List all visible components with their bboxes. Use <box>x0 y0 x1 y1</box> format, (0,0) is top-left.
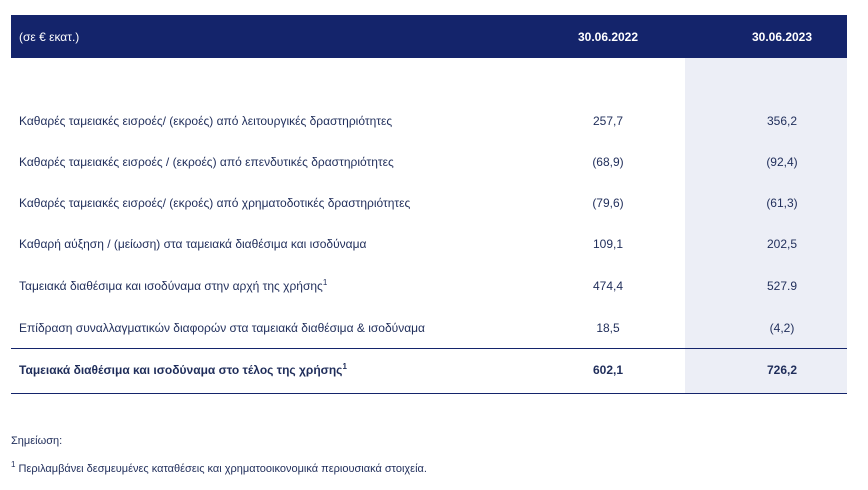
value-2022: 474,4 <box>592 279 624 293</box>
table-header <box>11 15 847 58</box>
value-2023: (92,4) <box>766 155 798 169</box>
value-2023: 202,5 <box>766 237 798 251</box>
value-2023: 527.9 <box>766 279 798 293</box>
footnote-text: Περιλαμβάνει δεσμευμένες καταθέσεις και χρηματοοικονομικά περιουσιακά στοιχεία. <box>18 463 427 475</box>
row-label: Καθαρές ταμειακές εισροές / (εκροές) από επενδυτικές δραστηριότητες <box>19 155 394 169</box>
row-label: Καθαρές ταμειακές εισροές/ (εκροές) από χρηματοδοτικές δραστηριότητες <box>19 196 411 210</box>
value-2023: (4,2) <box>769 321 795 335</box>
table-bottom-rule <box>11 393 847 394</box>
table-row <box>11 153 847 173</box>
row-label: Επίδραση συναλλαγματικών διαφορών στα ταμειακά διαθέσιμα & ισοδύναμα <box>19 321 425 335</box>
table-row <box>11 277 847 297</box>
value-2022: 257,7 <box>592 114 624 128</box>
value-2023: (61,3) <box>766 196 798 210</box>
total-label: Ταμειακά διαθέσιμα και ισοδύναμα στο τέλος της χρήσης$^1$ <box>19 362 347 377</box>
table-row <box>11 194 847 214</box>
column-header-2023: 30.06.2023 <box>751 30 813 44</box>
unit-label: (σε € εκατ.) <box>19 30 80 44</box>
total-value-2023: 726,2 <box>766 363 798 377</box>
column-header-2022: 30.06.2022 <box>577 30 639 44</box>
value-2023: 356,2 <box>766 114 798 128</box>
table-row <box>11 319 847 339</box>
value-2022: 109,1 <box>592 237 624 251</box>
notes-title: Σημείωση: <box>11 435 63 447</box>
total-value-2022: 602,1 <box>592 363 624 377</box>
cash-flow-table <box>11 15 847 377</box>
value-2022: (68,9) <box>592 155 624 169</box>
footnote <box>11 460 427 475</box>
total-divider <box>11 348 847 349</box>
row-label: Ταμειακά διαθέσιμα και ισοδύναμα στην αρχή της χρήσης$^1$ <box>19 278 328 293</box>
column-2023-highlight <box>685 58 847 394</box>
row-label: Καθαρή αύξηση / (μείωση) στα ταμειακά διαθέσιμα και ισοδύναμα <box>19 237 367 251</box>
row-label: Καθαρές ταμειακές εισροές/ (εκροές) από λειτουργικές δραστηριότητες <box>19 114 393 128</box>
table-row <box>11 112 847 132</box>
value-2022: (79,6) <box>592 196 624 210</box>
total-row <box>11 361 847 381</box>
footnote-marker: 1 <box>11 460 16 469</box>
value-2022: 18,5 <box>596 321 620 335</box>
table-row <box>11 235 847 255</box>
